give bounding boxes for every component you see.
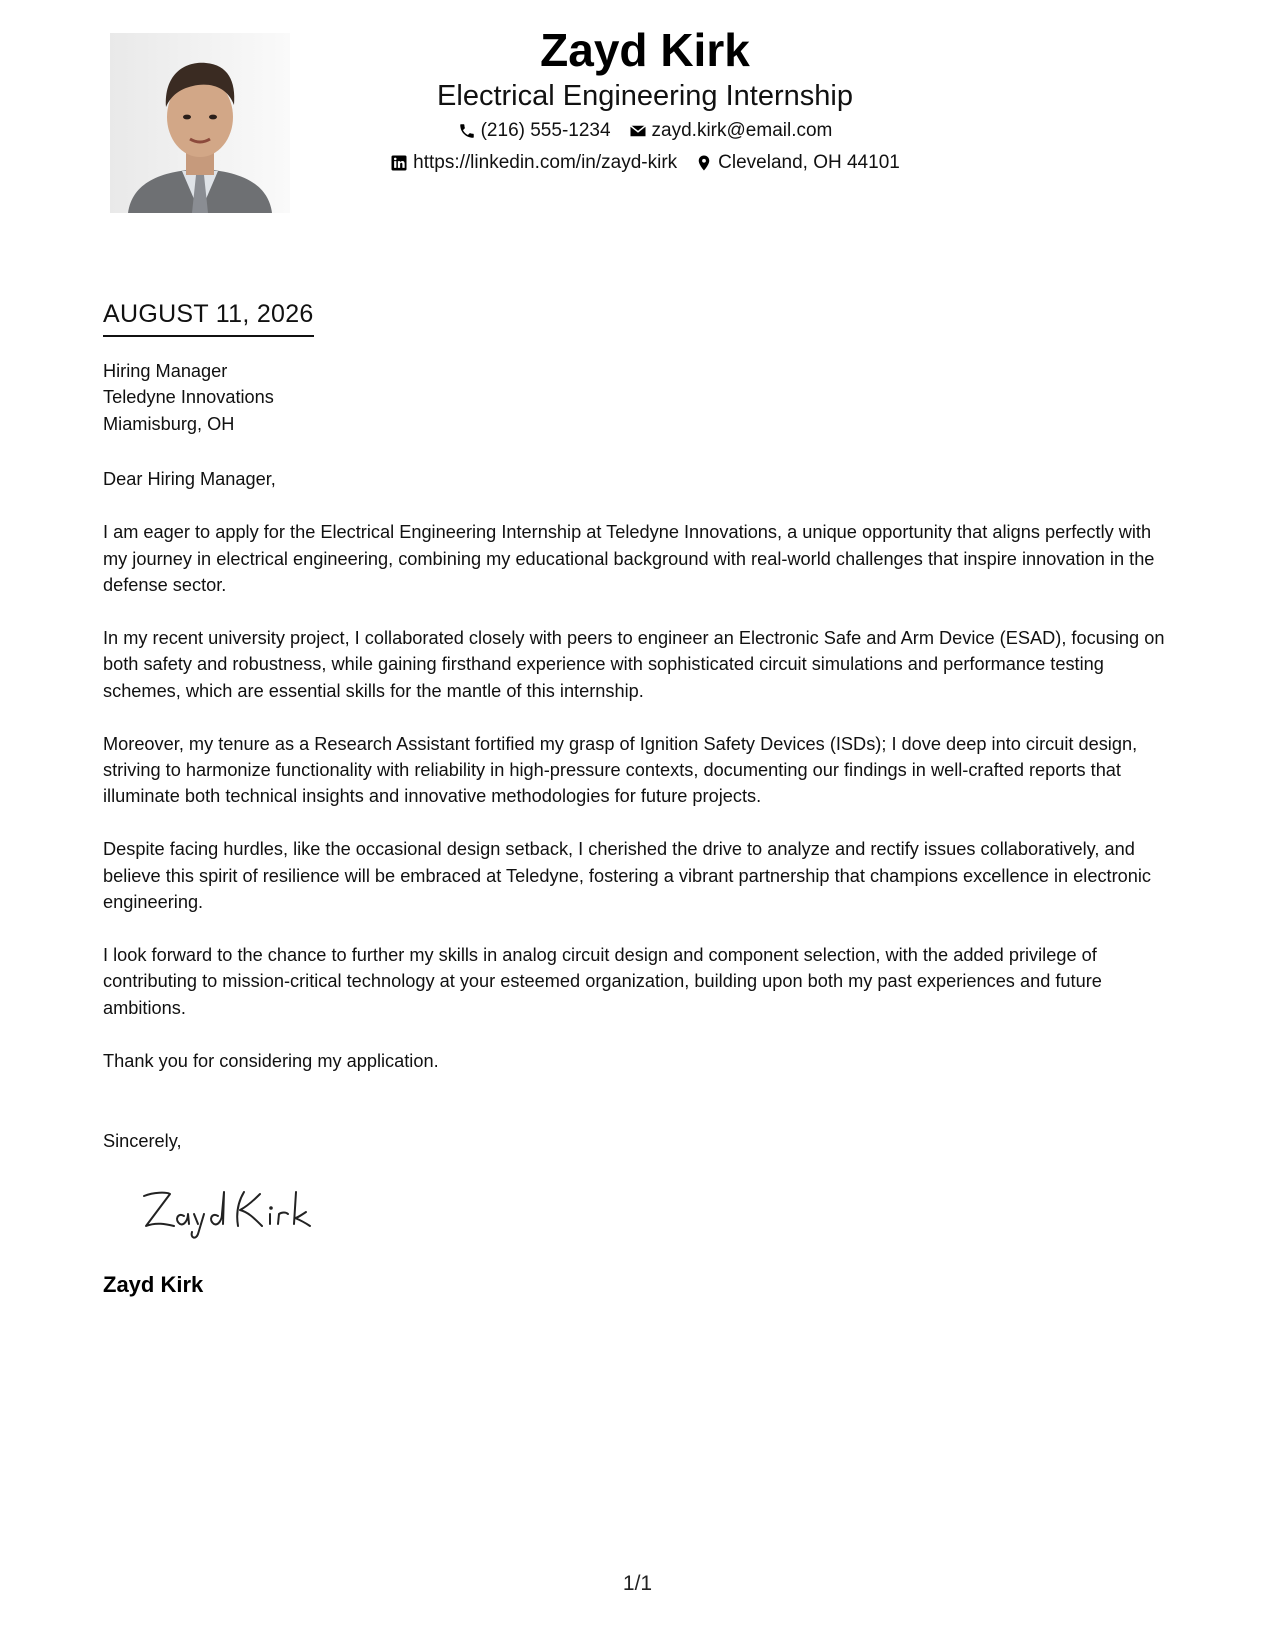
contact-row-2 xyxy=(300,148,990,178)
email-contact xyxy=(629,116,833,146)
contact-row-1 xyxy=(300,116,990,146)
phone-icon xyxy=(458,122,476,140)
body-paragraph: I look forward to the chance to further my skills in analog circuit design and component selection, with the added privilege of contributing to mission-critical technology at your esteemed organization, building upon both my past experiences and future ambitions. xyxy=(103,945,1102,1018)
envelope-icon xyxy=(629,122,647,140)
body-paragraph: Moreover, my tenure as a Research Assistant fortified my grasp of Ignition Safety Devices (ISDs); I dove deep into circuit design, striving to harmonize functionality with reliability in high-pressure contexts, documenting our findings in well-crafted reports that illuminate both technical insights and innovative methodologies for future projects. xyxy=(103,733,1138,807)
recipient-company: Teledyne Innovations xyxy=(103,387,274,408)
letter-header xyxy=(300,24,990,178)
recipient-location: Miamisburg, OH xyxy=(103,413,235,434)
recipient-name: Hiring Manager xyxy=(103,361,228,381)
profile-photo xyxy=(110,33,290,213)
recipient-block xyxy=(103,358,1178,437)
closing: Sincerely, xyxy=(103,1131,182,1152)
body-paragraph: I am eager to apply for the Electrical Engineering Internship at Teledyne Innovations, a unique opportunity that aligns perfectly with my journey in electrical engineering, combining my educational background with real-world challenges that inspire innovation in the defense sector. xyxy=(103,522,1155,595)
body-paragraph: In my recent university project, I collaborated closely with peers to engineer an Electronic Safe and Arm Device (ESAD), focusing on both safety and robustness, while gaining firsthand experience with sophisticated circuit simulations and performance testing schemes, which are essential skills for the mantle of this internship. xyxy=(103,627,1165,701)
linkedin-contact xyxy=(390,148,677,178)
location-text: Cleveland, OH 44101 xyxy=(718,152,900,173)
phone-contact xyxy=(458,116,611,146)
location-contact xyxy=(695,148,900,178)
linkedin-url[interactable]: https://linkedin.com/in/zayd-kirk xyxy=(413,152,678,173)
job-title: Electrical Engineering Internship xyxy=(437,80,853,112)
phone-number: (216) 555-1234 xyxy=(480,120,611,141)
closing-thanks: Thank you for considering my application. xyxy=(103,1050,439,1071)
linkedin-icon xyxy=(390,154,408,172)
salutation: Dear Hiring Manager, xyxy=(103,469,276,490)
signer-name: Zayd Kirk xyxy=(103,1272,204,1297)
letter-body xyxy=(103,358,1178,1155)
handwritten-signature xyxy=(140,1182,330,1247)
map-pin-icon xyxy=(695,154,713,172)
applicant-name: Zayd Kirk xyxy=(540,24,750,76)
email-address[interactable]: zayd.kirk@email.com xyxy=(651,120,833,141)
letter-date: AUGUST 11, 2026 xyxy=(103,300,314,337)
body-paragraph: Despite facing hurdles, like the occasional design setback, I cherished the drive to analyze and rectify issues collaboratively, and believe this spirit of resilience will be embraced at Teledyne, fostering a vibrant partnership that champions excellence in electronic engineering. xyxy=(103,839,1152,913)
page-number: 1/1 xyxy=(622,1572,653,1595)
